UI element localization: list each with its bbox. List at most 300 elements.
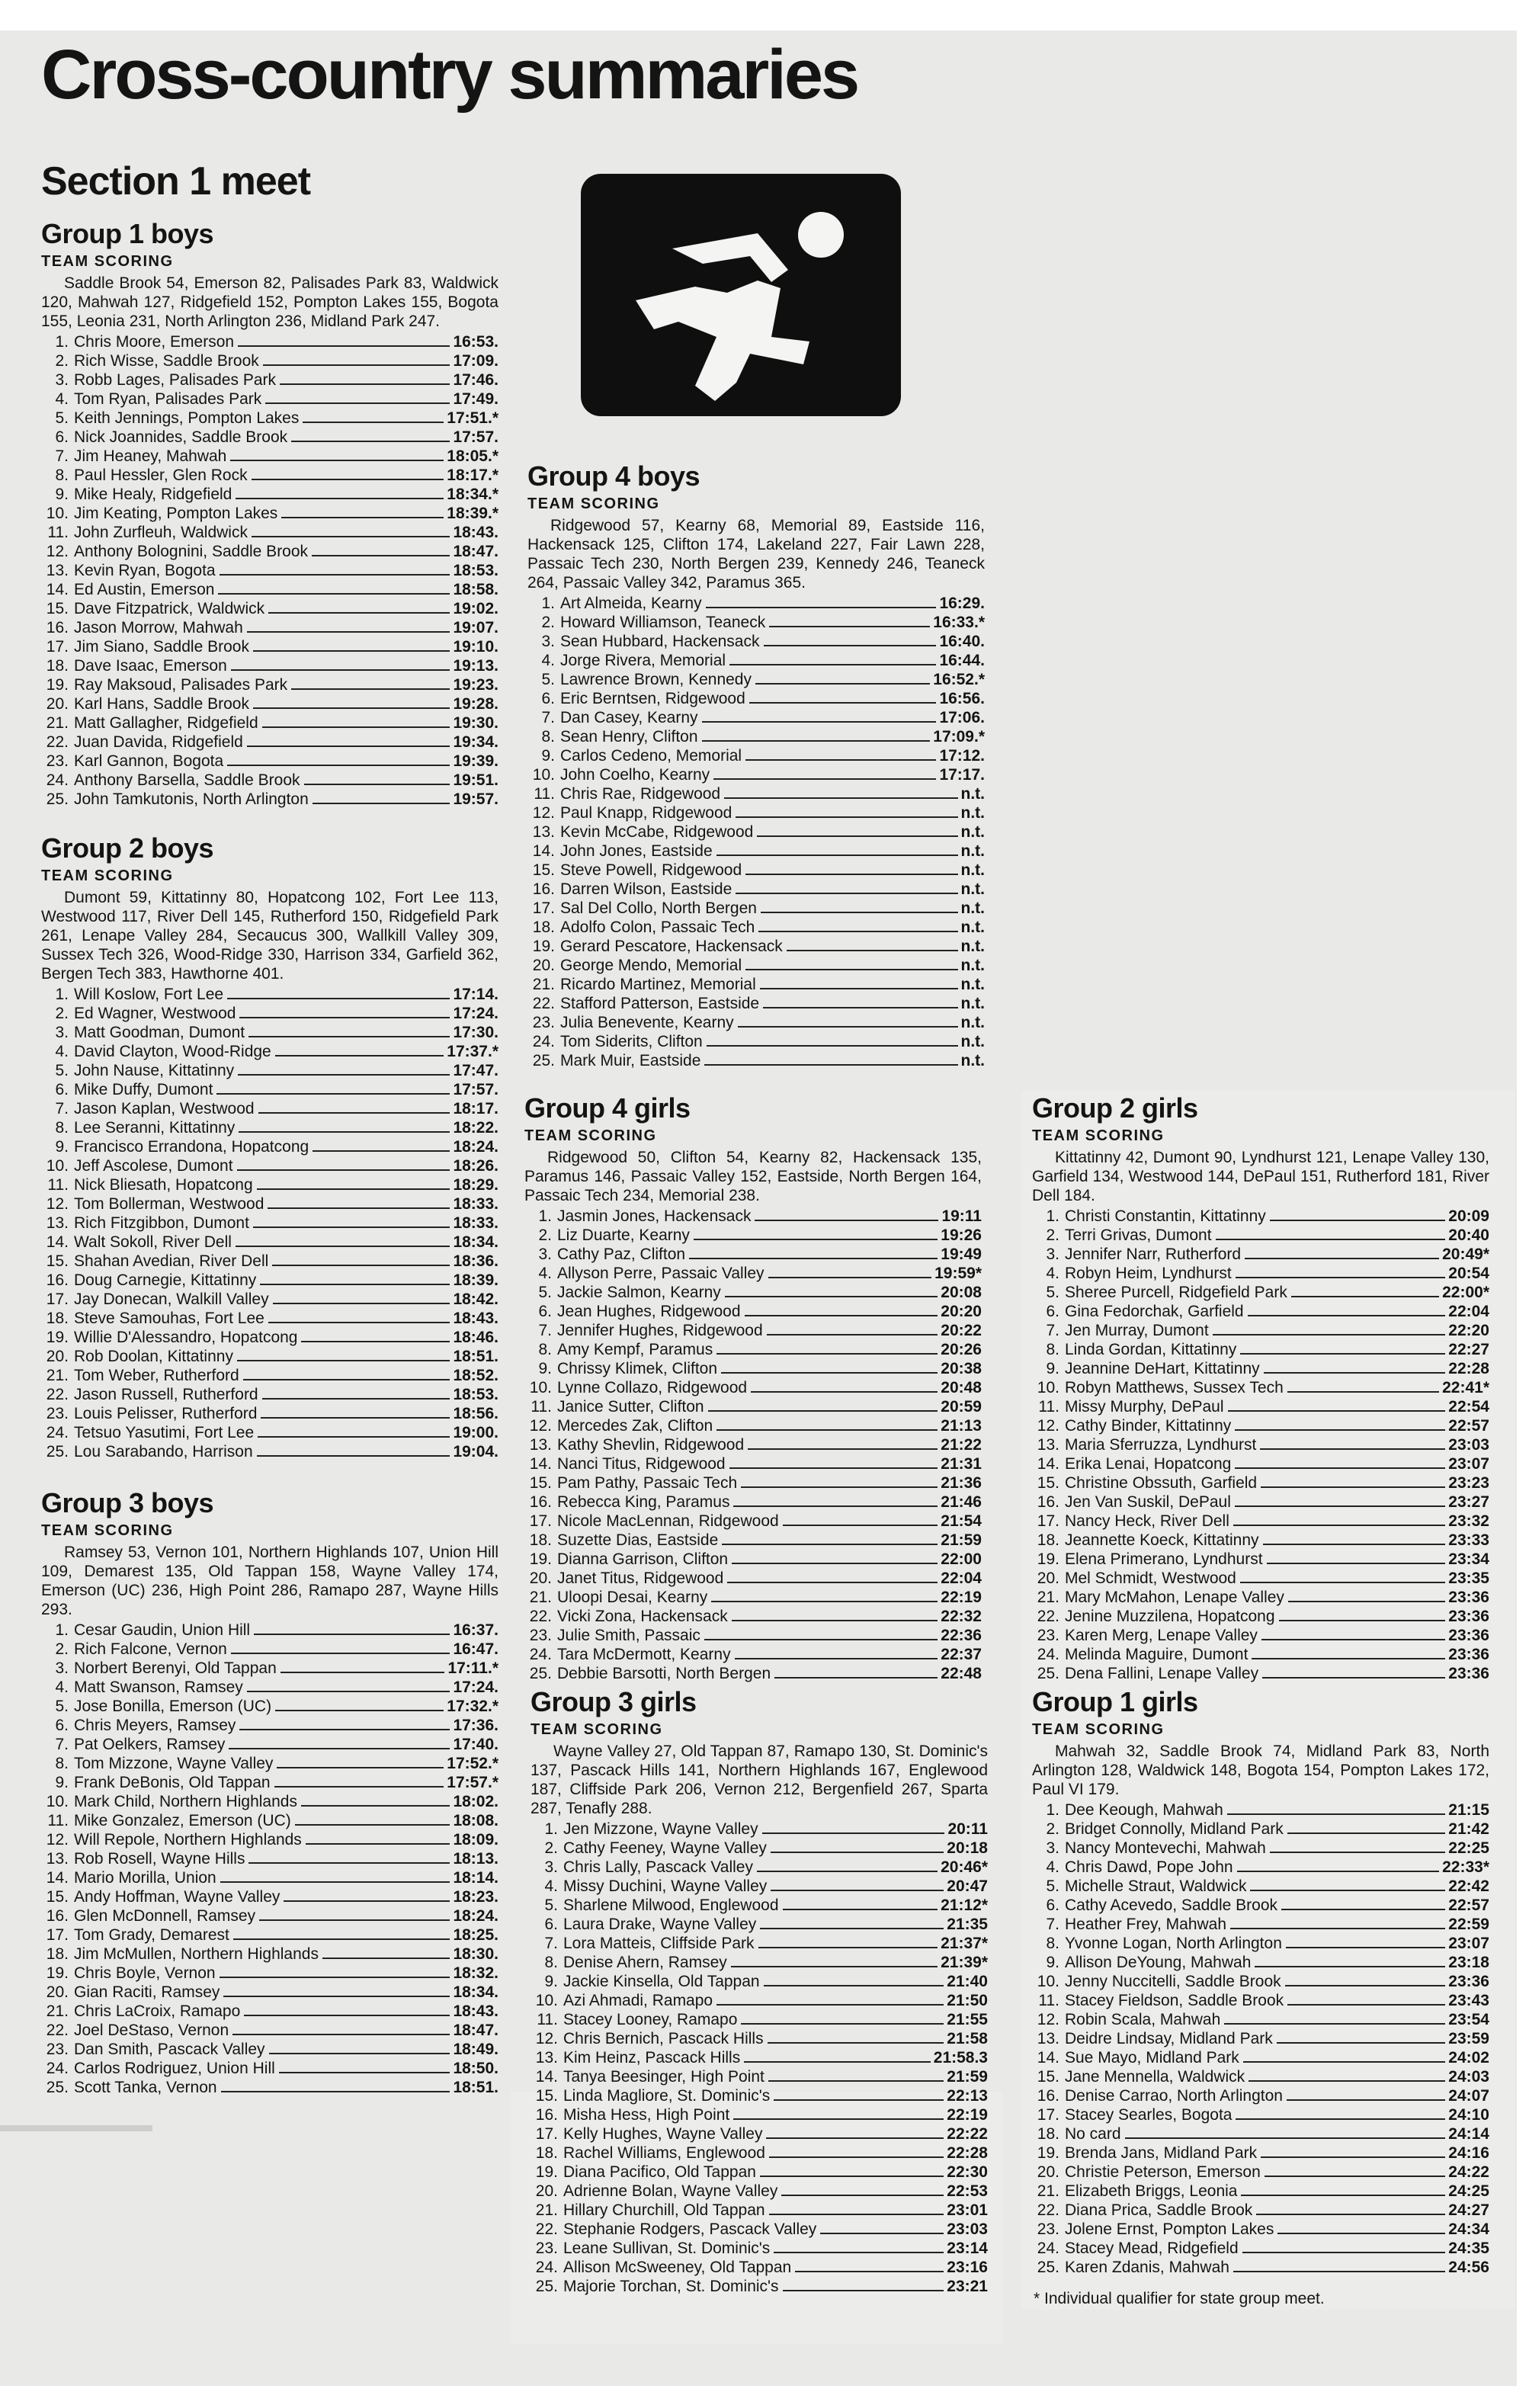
group-3-boys-section xyxy=(41,1489,498,2097)
leader-line xyxy=(783,2290,944,2291)
result-row xyxy=(524,1378,982,1397)
runner-name: Frank DeBonis, Old Tappan xyxy=(74,1773,271,1791)
place-number: 2. xyxy=(541,613,555,631)
result-row xyxy=(1032,2163,1489,2182)
finish-time: 19:39. xyxy=(453,752,498,770)
place-number: 11. xyxy=(47,523,69,541)
result-row xyxy=(41,1640,498,1659)
result-row xyxy=(1032,1512,1489,1531)
result-row xyxy=(41,713,498,733)
leader-line xyxy=(1235,1505,1445,1507)
place-number: 1. xyxy=(55,1621,69,1639)
finish-time: 17:57.* xyxy=(447,1773,498,1791)
place-number: 19. xyxy=(532,937,555,955)
result-row xyxy=(524,1416,982,1435)
place-number: 5. xyxy=(55,1061,69,1079)
place-number: 22. xyxy=(535,2220,558,2238)
result-row xyxy=(527,880,985,899)
runner-name: Joel DeStaso, Vernon xyxy=(74,2021,229,2039)
result-row xyxy=(531,1839,988,1858)
result-row xyxy=(41,1061,498,1080)
runner-name: Cathy Binder, Kittatinny xyxy=(1065,1416,1232,1435)
result-row xyxy=(531,1820,988,1839)
finish-time: 20:08 xyxy=(941,1283,982,1301)
footnote: * Individual qualifier for state group meet. xyxy=(1034,2290,1325,2307)
runner-name: Mike Healy, Ridgefield xyxy=(74,485,232,503)
result-row xyxy=(1032,2258,1489,2277)
finish-time: 19:04. xyxy=(453,1442,498,1461)
finish-time: 19:02. xyxy=(453,599,498,617)
place-number: 18. xyxy=(529,1531,552,1549)
result-row xyxy=(41,561,498,580)
leader-line xyxy=(1277,2042,1446,2044)
finish-time: 22:04 xyxy=(941,1569,982,1587)
runner-name: Julie Smith, Passaic xyxy=(557,1626,700,1644)
result-row xyxy=(524,1626,982,1645)
runner-name: Deidre Lindsay, Midland Park xyxy=(1065,2029,1273,2047)
finish-time: 21:59 xyxy=(941,1531,982,1549)
runner-name: Tom Siderits, Clifton xyxy=(560,1032,703,1050)
finish-time: 18:34. xyxy=(453,1233,498,1251)
runner-name: Amy Kempf, Paramus xyxy=(557,1340,713,1358)
result-row xyxy=(1032,1839,1489,1858)
leader-line xyxy=(1262,1677,1445,1679)
result-row xyxy=(524,1550,982,1569)
place-number: 4. xyxy=(538,1264,552,1282)
team-scoring-text: Saddle Brook 54, Emerson 82, Palisades Park 83, Waldwick 120, Mahwah 127, Ridgefield 152, Pompton Lakes 155, Bogota 155, Leonia 231, North Arlington 236, Midland Park 247. xyxy=(41,274,498,330)
finish-time: n.t. xyxy=(960,937,985,955)
leader-line xyxy=(277,1767,444,1768)
runner-name: Anthony Bolognini, Saddle Brook xyxy=(74,542,309,560)
finish-time: 21:12* xyxy=(941,1896,988,1914)
result-row xyxy=(41,637,498,656)
place-number: 2. xyxy=(544,1839,558,1857)
runner-name: Andy Hoffman, Wayne Valley xyxy=(74,1887,280,1906)
result-row xyxy=(41,675,498,694)
result-row xyxy=(41,504,498,523)
result-row xyxy=(1032,2239,1489,2258)
place-number: 15. xyxy=(46,599,69,617)
runner-name: Carlos Rodriguez, Union Hill xyxy=(74,2059,275,2077)
result-row xyxy=(1032,1991,1489,2010)
finish-time: 21:37* xyxy=(941,1934,988,1952)
result-row xyxy=(531,1953,988,1972)
leader-line xyxy=(1213,1334,1446,1335)
leader-line xyxy=(716,2004,944,2006)
finish-time: 18:50. xyxy=(453,2059,498,2077)
leader-line xyxy=(295,1824,450,1826)
result-row xyxy=(531,1972,988,1991)
leader-line xyxy=(243,1379,450,1380)
place-number: 16. xyxy=(1037,1493,1059,1511)
place-number: 2. xyxy=(55,351,69,370)
result-row xyxy=(41,466,498,485)
place-number: 10. xyxy=(46,1792,69,1810)
place-number: 21. xyxy=(529,1588,552,1606)
finish-time: n.t. xyxy=(960,861,985,879)
finish-time: 18:33. xyxy=(453,1194,498,1213)
finish-time: 22:57 xyxy=(1448,1416,1489,1435)
finish-time: 23:03 xyxy=(947,2220,988,2238)
runner-name: Allison DeYoung, Mahwah xyxy=(1065,1953,1252,1971)
finish-time: 23:36 xyxy=(1448,1588,1489,1606)
leader-line xyxy=(771,1852,944,1853)
leader-line xyxy=(1263,1544,1446,1545)
place-number: 16. xyxy=(529,1493,552,1511)
group-4-girls-section xyxy=(524,1094,982,1683)
leader-line xyxy=(1240,1582,1445,1583)
place-number: 18. xyxy=(1037,2124,1059,2143)
finish-time: 23:07 xyxy=(1448,1934,1489,1952)
result-row xyxy=(524,1226,982,1245)
finish-time: 20:38 xyxy=(941,1359,982,1377)
runner-name: Kevin Ryan, Bogota xyxy=(74,561,216,579)
runner-name: Jenny Nuccitelli, Saddle Brook xyxy=(1065,1972,1281,1990)
place-number: 10. xyxy=(1037,1972,1059,1990)
runner-name: Cathy Acevedo, Saddle Brook xyxy=(1065,1896,1278,1914)
result-row xyxy=(527,1013,985,1032)
result-row xyxy=(41,1792,498,1811)
place-number: 7. xyxy=(1046,1321,1059,1339)
result-row xyxy=(527,803,985,822)
result-row xyxy=(1032,2086,1489,2105)
place-number: 16. xyxy=(46,1271,69,1289)
place-number: 21. xyxy=(1037,1588,1059,1606)
runner-name: Paul Hessler, Glen Rock xyxy=(74,466,248,484)
place-number: 1. xyxy=(541,594,555,612)
runner-name: Elena Primerano, Lyndhurst xyxy=(1065,1550,1263,1568)
result-row xyxy=(41,1925,498,1945)
finish-time: 17:46. xyxy=(453,370,498,389)
place-number: 16. xyxy=(46,1906,69,1925)
result-row xyxy=(41,1347,498,1366)
result-row xyxy=(531,2105,988,2124)
place-number: 11. xyxy=(47,1175,69,1194)
finish-time: 23:07 xyxy=(1448,1454,1489,1473)
finish-time: 22:22 xyxy=(947,2124,988,2143)
finish-time: 21:39* xyxy=(941,1953,988,1971)
place-number: 7. xyxy=(55,447,69,465)
place-number: 22. xyxy=(46,2021,69,2039)
place-number: 17. xyxy=(1037,2105,1059,2124)
leader-line xyxy=(1277,2233,1445,2234)
finish-time: 18:30. xyxy=(453,1945,498,1963)
runner-name: Kim Heinz, Pascack Hills xyxy=(563,2048,741,2067)
leader-line xyxy=(261,1417,450,1419)
leader-line xyxy=(1237,1871,1439,1872)
place-number: 21. xyxy=(46,713,69,732)
leader-line xyxy=(1260,1448,1445,1450)
runner-name: Melinda Maguire, Dumont xyxy=(1065,1645,1249,1663)
result-row xyxy=(1032,2010,1489,2029)
runner-name: Robb Lages, Palisades Park xyxy=(74,370,276,389)
result-row xyxy=(41,1214,498,1233)
runner-name: Misha Hess, High Point xyxy=(563,2105,730,2124)
result-row xyxy=(41,351,498,370)
runner-name: Gerard Pescatore, Hackensack xyxy=(560,937,783,955)
finish-time: 21:22 xyxy=(941,1435,982,1454)
place-number: 11. xyxy=(534,784,555,803)
runner-name: Sheree Purcell, Ridgefield Park xyxy=(1065,1283,1287,1301)
leader-line xyxy=(768,2080,944,2082)
leader-line xyxy=(733,1505,938,1507)
leader-line xyxy=(1265,2176,1446,2177)
finish-time: 17:11.* xyxy=(447,1659,498,1677)
result-row xyxy=(41,2021,498,2040)
results-list xyxy=(41,985,498,1461)
place-number: 9. xyxy=(1046,1359,1059,1377)
finish-time: 19:13. xyxy=(453,656,498,675)
runner-name: Stafford Patterson, Eastside xyxy=(560,994,760,1012)
finish-time: 17:51.* xyxy=(447,409,498,427)
place-number: 24. xyxy=(1037,1645,1059,1663)
place-number: 6. xyxy=(1046,1896,1059,1914)
finish-time: 21:13 xyxy=(941,1416,982,1435)
leader-line xyxy=(237,1360,450,1361)
leader-line xyxy=(252,536,450,537)
leader-line xyxy=(767,1334,938,1335)
leader-line xyxy=(273,1303,450,1304)
runner-name: Nick Joannides, Saddle Brook xyxy=(74,428,288,446)
leader-line xyxy=(221,2091,450,2092)
runner-name: Mark Muir, Eastside xyxy=(560,1051,701,1069)
leader-line xyxy=(1240,1353,1445,1355)
runner-name: Rich Falcone, Vernon xyxy=(74,1640,227,1658)
finish-time: 19:11 xyxy=(941,1207,982,1225)
leader-line xyxy=(233,1938,450,1940)
leader-line xyxy=(768,1277,932,1278)
finish-time: 23:43 xyxy=(1448,1991,1489,2009)
place-number: 7. xyxy=(55,1099,69,1117)
runner-name: Jean Hughes, Ridgewood xyxy=(557,1302,741,1320)
place-number: 11. xyxy=(1038,1397,1059,1416)
place-number: 23. xyxy=(532,1013,555,1031)
place-number: 24. xyxy=(46,1423,69,1441)
runner-name: Anthony Barsella, Saddle Brook xyxy=(74,771,300,789)
runner-name: Chris Meyers, Ramsey xyxy=(74,1716,236,1734)
runner-name: Nanci Titus, Ridgewood xyxy=(557,1454,726,1473)
place-number: 4. xyxy=(1046,1264,1059,1282)
place-number: 7. xyxy=(1046,1915,1059,1933)
runner-name: Michelle Straut, Waldwick xyxy=(1065,1877,1247,1895)
runner-name: Bridget Connolly, Midland Park xyxy=(1065,1820,1284,1838)
leader-line xyxy=(729,664,936,665)
finish-time: 19:49 xyxy=(941,1245,982,1263)
place-number: 20. xyxy=(535,2182,558,2200)
finish-time: 18:53. xyxy=(453,1385,498,1403)
runner-name: Nick Bliesath, Hopatcong xyxy=(74,1175,253,1194)
runner-name: Eric Berntsen, Ridgewood xyxy=(560,689,745,707)
runner-name: Pat Oelkers, Ramsey xyxy=(74,1735,226,1753)
result-row xyxy=(41,752,498,771)
runner-name: Adolfo Colon, Passaic Tech xyxy=(560,918,755,936)
leader-line xyxy=(716,855,958,856)
runner-name: Christine Obssuth, Garfield xyxy=(1065,1473,1258,1492)
leader-line xyxy=(820,2233,944,2234)
finish-time: 23:35 xyxy=(1448,1569,1489,1587)
finish-time: 23:03 xyxy=(1448,1435,1489,1454)
finish-time: 18:26. xyxy=(453,1156,498,1175)
runner-name: Jolene Ernst, Pompton Lakes xyxy=(1065,2220,1274,2238)
runner-name: Tom Grady, Demarest xyxy=(74,1925,229,1944)
leader-line xyxy=(787,950,958,951)
result-row xyxy=(527,727,985,746)
runner-name: Sal Del Collo, North Bergen xyxy=(560,899,757,917)
finish-time: 18:52. xyxy=(453,1366,498,1384)
leader-line xyxy=(269,2053,450,2054)
finish-time: 17:17. xyxy=(939,765,985,784)
group-title: Group 4 girls xyxy=(524,1092,691,1124)
place-number: 14. xyxy=(1037,2048,1059,2067)
result-row xyxy=(41,694,498,713)
result-row xyxy=(41,447,498,466)
finish-time: n.t. xyxy=(960,1013,985,1031)
result-row xyxy=(527,613,985,632)
finish-time: 17:49. xyxy=(453,390,498,408)
finish-time: 20:46* xyxy=(941,1858,988,1876)
finish-time: 24:34 xyxy=(1448,2220,1489,2238)
place-number: 20. xyxy=(1037,2163,1059,2181)
finish-time: 22:53 xyxy=(947,2182,988,2200)
finish-time: 23:18 xyxy=(1448,1953,1489,1971)
runner-name: Matt Goodman, Dumont xyxy=(74,1023,245,1041)
leader-line xyxy=(738,1026,958,1028)
result-row xyxy=(1032,1493,1489,1512)
result-row xyxy=(524,1283,982,1302)
leader-line xyxy=(262,1398,450,1400)
finish-time: 18:39.* xyxy=(447,504,498,522)
runner-name: Matt Gallagher, Ridgefield xyxy=(74,713,258,732)
runner-name: Jim Heaney, Mahwah xyxy=(74,447,227,465)
result-row xyxy=(524,1321,982,1340)
runner-pictogram-icon xyxy=(581,174,901,416)
runner-name: Dave Fitzpatrick, Waldwick xyxy=(74,599,265,617)
runner-name: Juan Davida, Ridgefield xyxy=(74,733,243,751)
finish-time: 19:10. xyxy=(453,637,498,656)
runner-name: Janice Sutter, Clifton xyxy=(557,1397,704,1416)
finish-time: 18:43. xyxy=(453,523,498,541)
runner-name: Chris Boyle, Vernon xyxy=(74,1964,216,1982)
leader-line xyxy=(769,2214,944,2215)
runner-name: Tanya Beesinger, High Point xyxy=(563,2067,764,2086)
place-number: 18. xyxy=(535,2143,558,2162)
result-row xyxy=(41,618,498,637)
leader-line xyxy=(1250,1890,1445,1891)
runner-name: Jenine Muzzilena, Hopatcong xyxy=(1065,1607,1275,1625)
result-row xyxy=(41,1697,498,1716)
runner-name: Maria Sferruzza, Lyndhurst xyxy=(1065,1435,1257,1454)
leader-line xyxy=(218,593,450,595)
place-number: 5. xyxy=(55,409,69,427)
place-number: 2. xyxy=(1046,1820,1059,1838)
place-number: 11. xyxy=(1038,1991,1059,2009)
place-number: 12. xyxy=(529,1416,552,1435)
place-number: 13. xyxy=(1037,2029,1059,2047)
place-number: 20. xyxy=(532,956,555,974)
place-number: 2. xyxy=(538,1226,552,1244)
runner-name: Jeannette Koeck, Kittatinny xyxy=(1065,1531,1259,1549)
finish-time: 22:19 xyxy=(947,2105,988,2124)
runner-name: Lynne Collazo, Ridgewood xyxy=(557,1378,748,1396)
result-row xyxy=(531,2010,988,2029)
result-row xyxy=(41,1442,498,1461)
runner-name: Jim McMullen, Northern Highlands xyxy=(74,1945,319,1963)
finish-time: 18:36. xyxy=(453,1252,498,1270)
leader-line xyxy=(1286,1947,1445,1948)
result-row xyxy=(41,2002,498,2021)
place-number: 5. xyxy=(538,1283,552,1301)
result-row xyxy=(531,2143,988,2163)
result-row xyxy=(41,409,498,428)
runner-name: John Zurfleuh, Waldwick xyxy=(74,523,248,541)
runner-name: Majorie Torchan, St. Dominic's xyxy=(563,2277,779,2295)
place-number: 10. xyxy=(46,1156,69,1175)
runner-name: Paul Knapp, Ridgewood xyxy=(560,803,732,822)
place-number: 3. xyxy=(55,370,69,389)
place-number: 25. xyxy=(46,790,69,808)
result-row xyxy=(531,1896,988,1915)
runner-name: Norbert Berenyi, Old Tappan xyxy=(74,1659,277,1677)
result-row xyxy=(41,1042,498,1061)
leader-line xyxy=(702,721,937,723)
leader-line xyxy=(761,912,958,913)
result-row xyxy=(1032,2105,1489,2124)
place-number: 9. xyxy=(55,1773,69,1791)
runner-name: Tara McDermott, Kearny xyxy=(557,1645,731,1663)
finish-time: 19:57. xyxy=(453,790,498,808)
leader-line xyxy=(238,345,450,347)
finish-time: 23:01 xyxy=(947,2201,988,2219)
runner-name: Stacey Searles, Bogota xyxy=(1065,2105,1232,2124)
place-number: 14. xyxy=(46,580,69,598)
leader-line xyxy=(1230,1928,1445,1929)
runner-name: Jen Van Suskil, DePaul xyxy=(1065,1493,1231,1511)
result-row xyxy=(1032,1531,1489,1550)
result-row xyxy=(524,1664,982,1683)
team-scoring-label: TEAM SCORING xyxy=(41,1521,174,1539)
result-row xyxy=(531,2029,988,2048)
leader-line xyxy=(268,1207,450,1209)
place-number: 6. xyxy=(544,1915,558,1933)
runner-name: Jose Bonilla, Emerson (UC) xyxy=(74,1697,272,1715)
result-row xyxy=(41,1983,498,2002)
leader-line xyxy=(1125,2137,1446,2139)
result-row xyxy=(41,580,498,599)
runner-name: Lora Matteis, Cliffside Park xyxy=(563,1934,755,1952)
place-number: 7. xyxy=(541,708,555,726)
place-number: 19. xyxy=(535,2163,558,2181)
leader-line xyxy=(312,555,450,556)
place-number: 16. xyxy=(535,2105,558,2124)
place-number: 17. xyxy=(532,899,555,917)
leader-line xyxy=(758,1947,938,1948)
result-row xyxy=(41,485,498,504)
results-list xyxy=(524,1207,982,1683)
place-number: 8. xyxy=(541,727,555,745)
leader-line xyxy=(711,1601,938,1602)
finish-time: 22:32 xyxy=(941,1607,982,1625)
runner-name: Rich Wisse, Saddle Brook xyxy=(74,351,259,370)
leader-line xyxy=(258,1436,450,1438)
leader-line xyxy=(745,969,957,970)
finish-time: 21:46 xyxy=(941,1493,982,1511)
leader-line xyxy=(303,422,444,423)
finish-time: 18:24. xyxy=(453,1137,498,1156)
finish-time: 18:42. xyxy=(453,1290,498,1308)
finish-time: 24:14 xyxy=(1448,2124,1489,2143)
place-number: 21. xyxy=(46,1366,69,1384)
runner-name: Gina Fedorchak, Garfield xyxy=(1065,1302,1244,1320)
